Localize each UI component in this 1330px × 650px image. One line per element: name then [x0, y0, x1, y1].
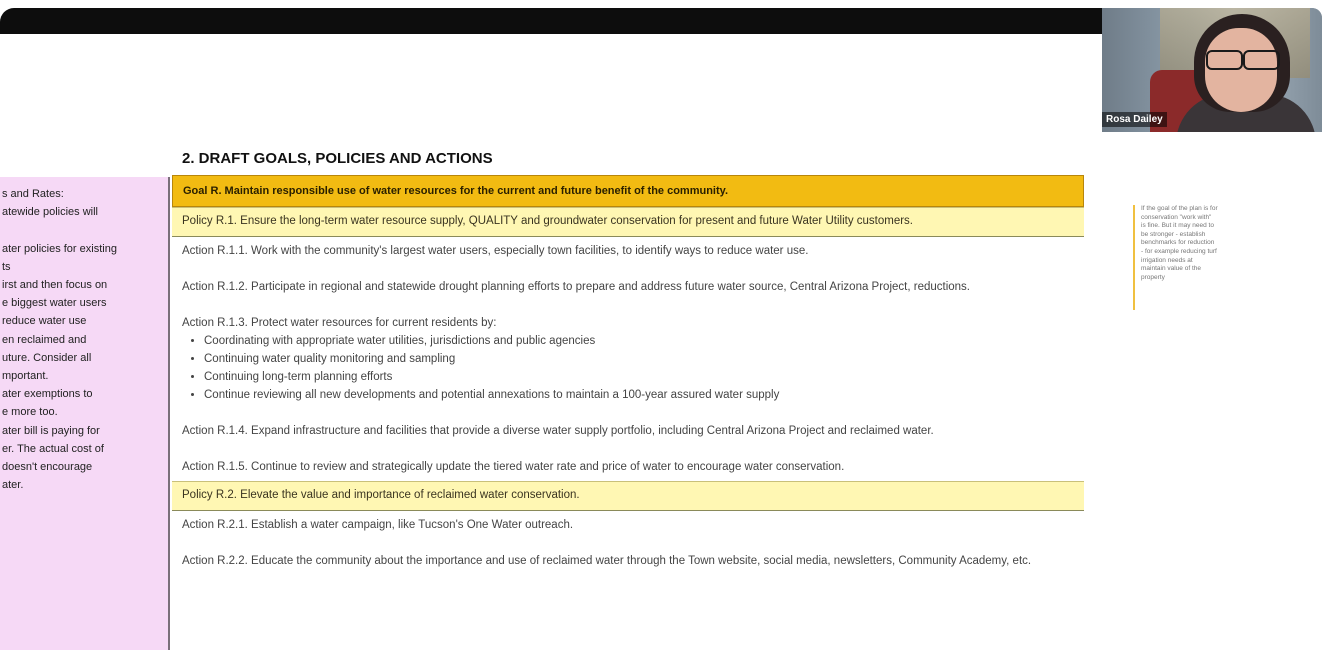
left-panel-line: reduce water use — [2, 315, 87, 328]
left-panel-line — [0, 221, 168, 239]
comment-line: maintain value of the — [1141, 265, 1201, 273]
policy-r1-actions — [172, 237, 1084, 481]
comment-line: benchmarks for reduction — [1141, 239, 1215, 247]
action-r2-1: Action R.2.1. Establish a water campaign, like Tucson's One Water outreach. — [182, 519, 574, 531]
goals-table — [172, 175, 1084, 570]
left-panel-line: atewide policies will — [2, 206, 98, 219]
left-panel-line: doesn't encourage — [2, 461, 93, 474]
policy-r2-row: Policy R.2. Elevate the value and importance of reclaimed water conservation. — [172, 481, 1084, 511]
list-item: • Continuing long-term planning efforts — [204, 368, 1074, 386]
presentation-top-bar — [0, 8, 1105, 34]
left-panel-line: en reclaimed and — [2, 333, 87, 346]
comment-line: is fine. But it may need to — [1141, 222, 1214, 230]
left-panel-line: ater policies for existing — [2, 242, 117, 255]
comment-line: - for example reducing turf — [1141, 247, 1217, 255]
action-r1-1: Action R.1.1. Work with the community's largest water users, especially town facilities, to identify ways to reduce water use. — [182, 245, 809, 257]
comment-line: be stronger - establish — [1141, 230, 1206, 238]
slide-heading: 2. DRAFT GOALS, POLICIES AND ACTIONS — [182, 150, 493, 167]
left-panel-line: e more too. — [2, 406, 58, 419]
left-panel-line: ts — [2, 260, 11, 273]
left-panel-line: ater exemptions to — [2, 388, 93, 401]
policy-r2-actions — [172, 511, 1084, 570]
participant-glasses — [1200, 50, 1282, 68]
goal-r-row: Goal R. Maintain responsible use of water resources for the current and future benefit of the community. — [172, 175, 1084, 207]
action-r1-5: Action R.1.5. Continue to review and strategically update the tiered water rate and price of water to encourage water conservation. — [182, 461, 845, 473]
action-r1-3-list — [182, 332, 1074, 404]
action-r1-4: Action R.1.4. Expand infrastructure and facilities that provide a diverse water supply portfolio, including Central Arizona Project and reclaimed water. — [182, 425, 934, 437]
comment-line: If the goal of the plan is for — [1141, 205, 1218, 212]
list-item: • Continuing water quality monitoring and sampling — [204, 350, 1074, 368]
participant-name-tag: Rosa Dailey — [1102, 112, 1167, 127]
left-panel-line: ater. — [2, 479, 24, 492]
left-comment-panel — [0, 177, 170, 650]
participant-face — [1205, 28, 1277, 112]
comment-line: property — [1141, 273, 1165, 281]
left-panel-line: s and Rates: — [2, 188, 64, 200]
left-panel-line: er. The actual cost of — [2, 442, 104, 455]
side-comment — [1133, 205, 1271, 310]
list-item: • Continue reviewing all new developments and potential annexations to maintain a 100-year assured water supply — [204, 386, 1074, 404]
comment-line: irrigation needs at — [1141, 256, 1193, 264]
left-panel-line: ater bill is paying for — [2, 424, 100, 437]
comment-line: conservation "work with" — [1141, 213, 1212, 221]
left-panel-line: mportant. — [2, 370, 49, 383]
left-panel-line: e biggest water users — [2, 297, 107, 310]
left-panel-line: irst and then focus on — [2, 279, 108, 292]
policy-r1-row: Policy R.1. Ensure the long-term water resource supply, QUALITY and groundwater conservation for present and future Water Utility customers. — [172, 207, 1084, 237]
action-r2-2: Action R.2.2. Educate the community about the importance and use of reclaimed water through the Town website, social media, newsletters, Community Academy, etc. — [182, 555, 1032, 567]
left-panel-line: uture. Consider all — [2, 351, 92, 364]
action-r1-2: Action R.1.2. Participate in regional and statewide drought planning efforts to prepare and address future water source, Central Arizona Project, reductions. — [182, 281, 970, 293]
list-item: • Coordinating with appropriate water utilities, jurisdictions and public agencies — [204, 332, 1074, 350]
action-r1-3: Action R.1.3. Protect water resources for current residents by: — [182, 317, 497, 329]
